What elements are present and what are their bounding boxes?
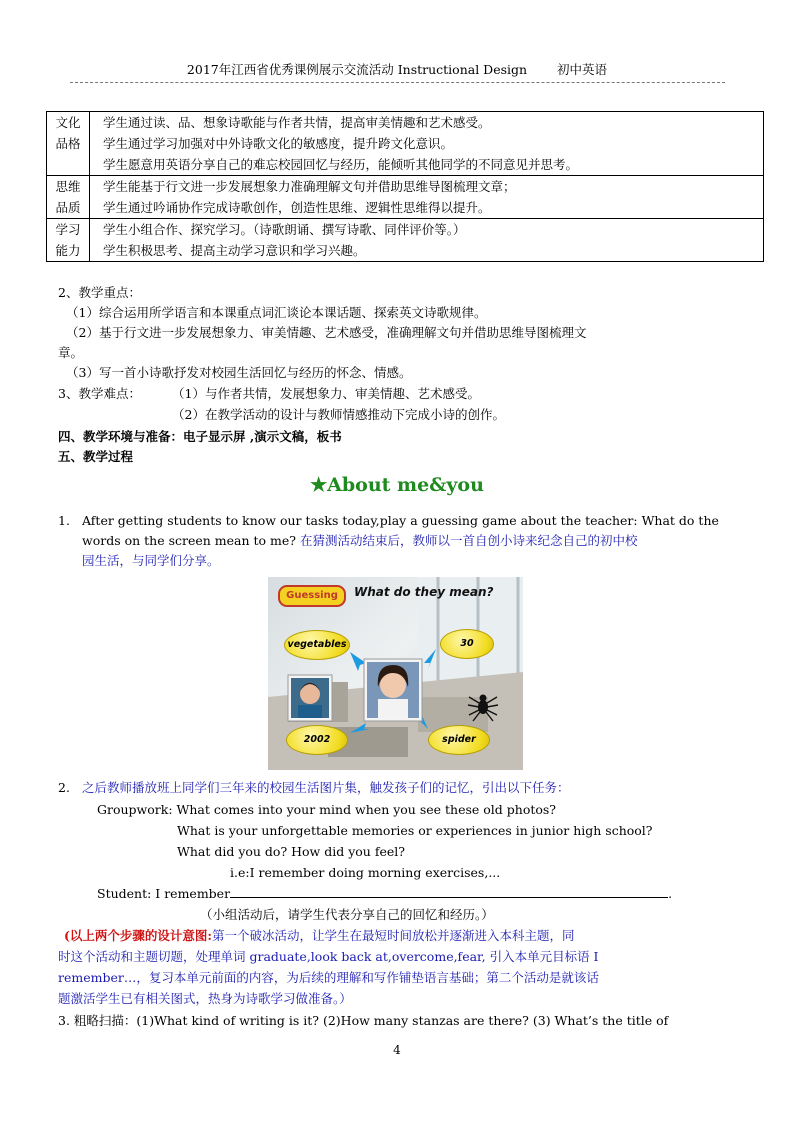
- design-intent-text: 题激活学生已有相关图式，热身为诗歌学习做准备。）: [58, 991, 352, 1006]
- items-cell: [90, 112, 764, 176]
- photos-and-arrows: [268, 577, 523, 770]
- design-intent-line: [64, 926, 575, 946]
- student-prompt: [97, 884, 672, 904]
- objectives-table: [46, 111, 764, 262]
- step1-line: [82, 531, 638, 551]
- category-cell: [47, 219, 90, 262]
- category-label: 品质: [55, 200, 81, 215]
- key-point-item: （3）写一首小诗歌抒发对校园生活回忆与经历的怀念、情感。: [66, 365, 412, 380]
- step-number: 1.: [58, 513, 70, 528]
- activity-note: （小组活动后，请学生代表分享自己的回忆和经历。）: [200, 907, 494, 922]
- table-row: [47, 112, 764, 176]
- page-header: [0, 60, 794, 78]
- key-point-item-cont: 章。: [58, 345, 84, 360]
- difficulty-item: （2）在教学活动的设计与教师情感推动下完成小诗的创作。: [172, 407, 505, 422]
- category-label: 能力: [55, 243, 81, 258]
- key-points-heading: 2、教学重点：: [58, 285, 141, 300]
- design-intent-text: 第一个破冰活动，让学生在最短时间放松并逐渐进入本科主题，同: [212, 928, 575, 943]
- category-label: 文化: [55, 115, 81, 130]
- difficulty-item: （1）与作者共情，发展想象力、审美情趣、艺术感受。: [172, 386, 480, 401]
- header-subject: 初中英语: [557, 62, 608, 77]
- step3-line: 3. 粗略扫描：(1)What kind of writing is it? (2)How many stanzas are there? (3) What’s the title of: [58, 1013, 669, 1028]
- arrow-icon: [350, 723, 370, 733]
- category-cell: [47, 112, 90, 176]
- design-intent-label: (以上两个步骤的设计意图:: [64, 928, 213, 943]
- table-row: [47, 219, 764, 262]
- step1-line: After getting students to know our tasks today,play a guessing game about the teacher: What do the: [82, 513, 719, 528]
- student-label: Student: I remember: [97, 886, 231, 901]
- step1-note: 在猜测活动结束后，教师以一首自创小诗来纪念自己的初中校: [299, 533, 638, 548]
- table-row: [47, 176, 764, 219]
- example-sentence: i.e:I remember doing morning exercises,...: [230, 865, 501, 880]
- goal-item: 学生愿意用英语分享自己的难忘校园回忆与经历，能倾听其他同学的不同意见并思考。: [103, 157, 579, 172]
- groupwork-question: What did you do? How did you feel?: [177, 844, 405, 859]
- guessing-badge: Guessing: [278, 585, 346, 607]
- spider-icon: [468, 695, 498, 722]
- groupwork-question: Groupwork: What comes into your mind when you see these old photos?: [97, 802, 557, 817]
- difficulties-heading: 3、教学难点：: [58, 386, 141, 401]
- about-title: ★About me&you: [310, 474, 484, 496]
- picture-question: What do they mean?: [354, 585, 494, 599]
- arrow-icon: [424, 649, 436, 669]
- header-title: 2017年江西省优秀课例展示交流活动 Instructional Design: [186, 62, 528, 77]
- section-process: 五、教学过程: [58, 449, 134, 464]
- step-number: 2.: [58, 780, 70, 795]
- step1-question: words on the screen mean to me?: [82, 533, 296, 548]
- goal-item: 学生能基于行文进一步发展想象力准确理解文句并借助思维导图梳理文章；: [103, 179, 516, 194]
- goal-item: 学生通过学习加强对中外诗歌文化的敏感度，提升跨文化意识。: [103, 136, 454, 151]
- groupwork-question: What is your unforgettable memories or experiences in junior high school?: [177, 823, 653, 838]
- category-label: 品格: [55, 136, 81, 151]
- key-point-item: （2）基于行文进一步发展想象力、审美情趣、艺术感受，准确理解文句并借助思维导图梳理文: [66, 325, 587, 340]
- key-point-item: （1）综合运用所学语言和本课重点词汇谈论本课话题、探索英文诗歌规律。: [66, 305, 487, 320]
- goal-item: 学生通过吟诵协作完成诗歌创作，创造性思维、逻辑性思维得以提升。: [103, 200, 491, 215]
- answer-end: .: [668, 886, 673, 901]
- goal-item: 学生小组合作、探究学习。（诗歌朗诵、撰写诗歌、同伴评价等。）: [103, 222, 466, 237]
- design-intent-text: 时这个活动和主题切题，处理单词 graduate,look back at,overcome,fear, 引入本单元目标语 I: [58, 949, 599, 964]
- chip-30: 30: [440, 629, 494, 659]
- guessing-game-picture: [268, 577, 523, 770]
- category-label: 学习: [55, 222, 81, 237]
- goal-item: 学生通过读、品、想象诗歌能与作者共情，提高审美情趣和艺术感受。: [103, 115, 491, 130]
- answer-blank: [230, 884, 668, 898]
- design-intent-text: remember…，复习本单元前面的内容，为后续的理解和写作铺垫语言基础；第二个活动是就该话: [58, 970, 599, 985]
- section-environment: 四、教学环境与准备：电子显示屏 ,演示文稿，板书: [58, 429, 342, 444]
- items-cell: [90, 176, 764, 219]
- step1-note: 园生活，与同学们分享。: [82, 553, 220, 568]
- goal-item: 学生积极思考、提高主动学习意识和学习兴趣。: [103, 243, 366, 258]
- chip-spider: spider: [428, 725, 490, 755]
- chip-2002: 2002: [286, 725, 348, 755]
- category-label: 思维: [55, 179, 81, 194]
- step2-intro: 之后教师播放班上同学们三年来的校园生活图片集，触发孩子们的记忆，引出以下任务：: [82, 780, 570, 795]
- header-divider: [70, 82, 725, 83]
- chip-vegetables: vegetables: [284, 630, 350, 660]
- category-cell: [47, 176, 90, 219]
- items-cell: [90, 219, 764, 262]
- page-number: 4: [393, 1043, 401, 1057]
